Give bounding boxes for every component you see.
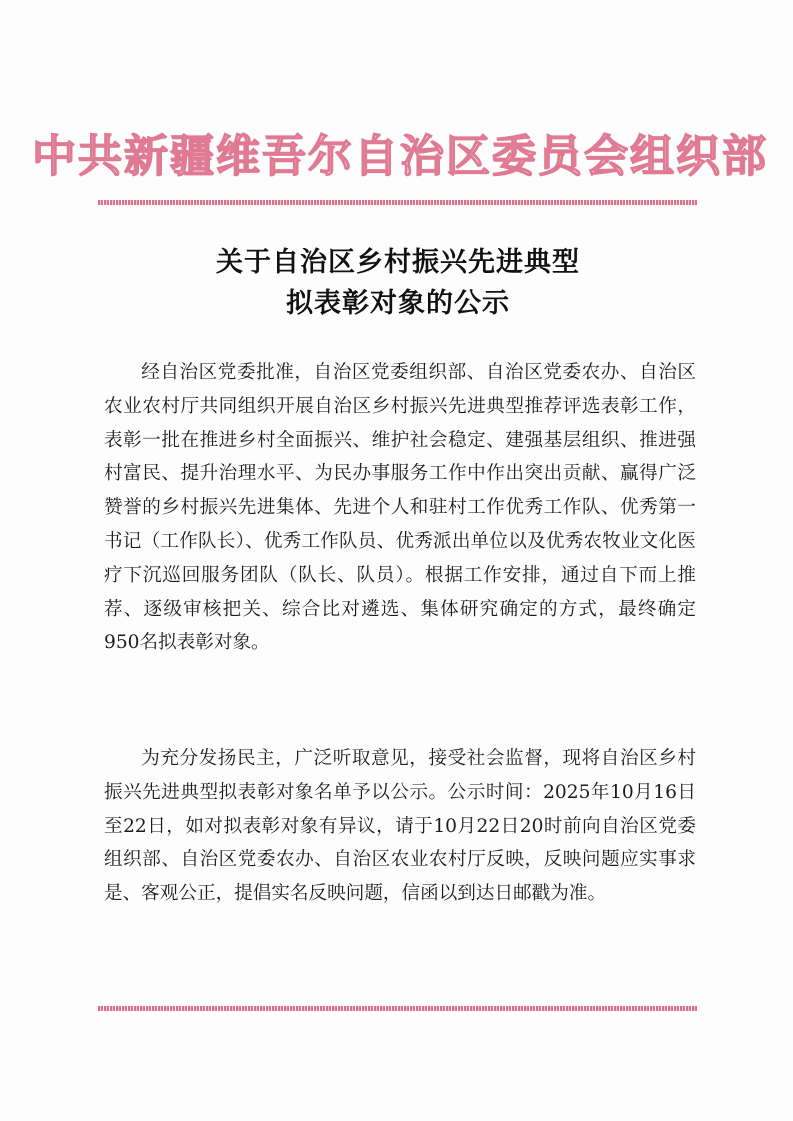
letterhead-red-rule bbox=[98, 200, 698, 205]
document-title-line1: 关于自治区乡村振兴先进典型 bbox=[216, 247, 580, 278]
body-paragraph-1: 经自治区党委批准，自治区党委组织部、自治区党委农办、自治区农业农村厅共同组织开展自治区乡村振兴先进典型推荐评选表彰工作，表彰一批在推进乡村全面振兴、维护社会稳定、建强基层组织、推进强村富民、提升治理水平、为民办事服务工作中作出突出贡献、赢得广泛赞誉的乡村振兴先进集体、先进个人和驻村工作优秀工作队、优秀第一书记（工作队长）、优秀工作队员、优秀派出单位以及优秀农牧业文化医疗下沉巡回服务团队（队长、队员）。根据工作安排，通过自下而上推荐、逐级审核把关、综合比对遴选、集体研究确定的方式，最终确定950名拟表彰对象。 bbox=[104, 362, 696, 654]
letterhead-text: 中共新疆维吾尔自治区委员会组织部 bbox=[32, 131, 768, 182]
letterhead bbox=[32, 122, 768, 182]
document-title-line2: 拟表彰对象的公示 bbox=[286, 288, 510, 319]
body-paragraph-2: 为充分发扬民主，广泛听取意见，接受社会监督，现将自治区乡村振兴先进典型拟表彰对象名单予以公示。公示时间：2025年10月16日至22日，如对拟表彰对象有异议，请于10月22日20时前向自治区党委组织部、自治区党委农办、自治区农业农村厅反映，反映问题应实事求是、客观公正，提倡实名反映问题，信函以到达日邮戳为准。 bbox=[104, 748, 696, 905]
footer-red-rule bbox=[98, 1006, 698, 1011]
